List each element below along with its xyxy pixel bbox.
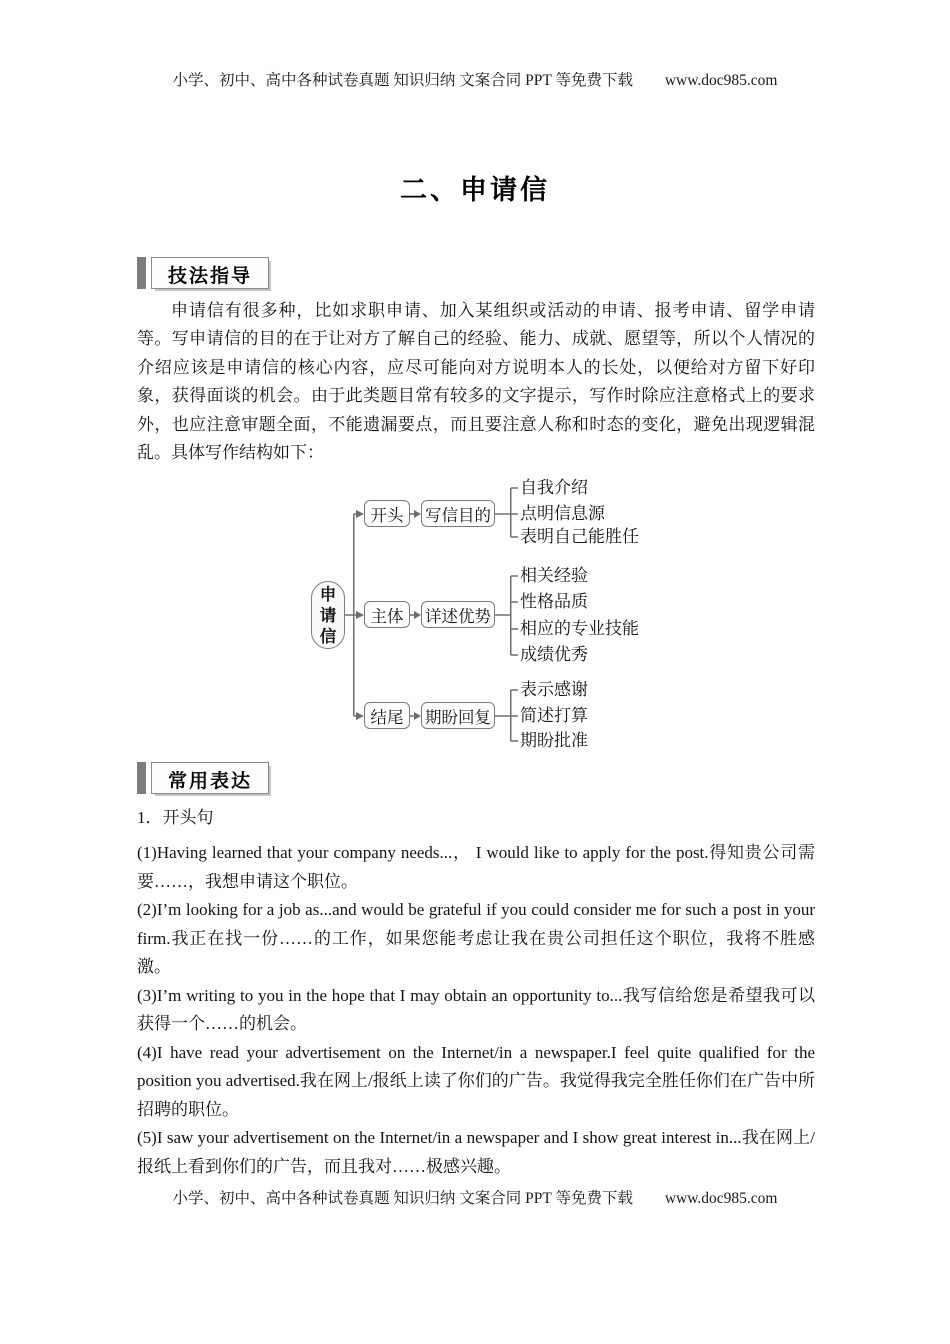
page-title: 二、申请信 <box>400 175 550 205</box>
diagram-stage-body: 主体 <box>364 601 410 628</box>
badge-label: 常用表达 <box>151 762 269 794</box>
diagram-action-strengths: 详述优势 <box>421 601 495 628</box>
diagram-point: 性格品质 <box>520 592 588 611</box>
diagram-point: 成绩优秀 <box>520 645 588 664</box>
badge-bar <box>137 257 146 289</box>
structure-diagram <box>0 470 950 770</box>
page-footer <box>0 1186 950 1208</box>
badge-bar <box>137 762 146 794</box>
diagram-point: 相应的专业技能 <box>520 619 639 638</box>
expression-item: (4)I have read your advertisement on the Internet/in a newspaper.I feel quite qualified for the position you advertised.我在网上/报纸上读了你们的广告。我觉得我完全胜任你们在广告中所招聘的职位。 <box>137 1042 815 1119</box>
diagram-point: 期盼批准 <box>520 731 588 750</box>
footer-text: 小学、初中、高中各种试卷真题 知识归纳 文案合同 PPT 等免费下载 <box>172 1190 633 1207</box>
diagram-action-reply: 期盼回复 <box>421 702 495 729</box>
diagram-point: 相关经验 <box>520 566 588 585</box>
diagram-root-label: 申请信 <box>319 584 337 646</box>
diagram-action-purpose: 写信目的 <box>421 500 495 527</box>
expression-item: (3)I’m writing to you in the hope that I may obtain an opportunity to...我写信给您是希望我可以获得一个……的机会。 <box>137 985 815 1033</box>
expression-item: (2)I’m looking for a job as...and would be grateful if you could consider me for such a post in your firm.我正在找一份……的工作，如果您能考虑让我在贵公司担任这个职位，我将不胜感激。 <box>137 900 815 976</box>
diagram-point: 表示感谢 <box>520 680 588 699</box>
diagram-point: 简述打算 <box>520 706 588 725</box>
footer-url: www.doc985.com <box>664 1190 778 1207</box>
guide-intro-paragraph: 申请信有很多种，比如求职申请、加入某组织或活动的申请、报考申请、留学申请等。写申请信的目的在于让对方了解自己的经验、能力、成就、愿望等，所以个人情况的介绍应该是申请信的核心内容，应尽可能向对方说明本人的长处，以便给对方留下好印象，获得面谈的机会。由于此类题目常有较多的文字提示，写作时除应注意格式上的要求外，也应注意审题全面，不能遗漏要点，而且要注意人称和时态的变化，避免出现逻辑混乱。具体写作结构如下： <box>137 301 815 463</box>
badge-label: 技法指导 <box>151 257 269 289</box>
page-header <box>0 68 950 90</box>
diagram-point: 自我介绍 <box>520 478 588 497</box>
diagram-point: 点明信息源 <box>520 504 605 523</box>
section-badge-guide <box>137 257 269 289</box>
header-url: www.doc985.com <box>664 72 778 89</box>
section-badge-expressions <box>137 762 269 794</box>
diagram-stage-opening: 开头 <box>364 500 410 527</box>
header-text: 小学、初中、高中各种试卷真题 知识归纳 文案合同 PPT 等免费下载 <box>172 72 633 89</box>
diagram-stage-ending: 结尾 <box>364 702 410 729</box>
expression-item: (5)I saw your advertisement on the Internet/in a newspaper and I show great interest in...我在网上/报纸上看到你们的广告，而且我对……极感兴趣。 <box>137 1128 815 1176</box>
expressions-section <box>137 804 815 1181</box>
expressions-heading: 1．开头句 <box>137 808 214 827</box>
expression-item: (1)Having learned that your company needs...， I would like to apply for the post.得知贵公司需要……，我想申请这个职位。 <box>137 843 815 891</box>
diagram-root-node <box>311 581 345 649</box>
diagram-point: 表明自己能胜任 <box>520 527 639 546</box>
